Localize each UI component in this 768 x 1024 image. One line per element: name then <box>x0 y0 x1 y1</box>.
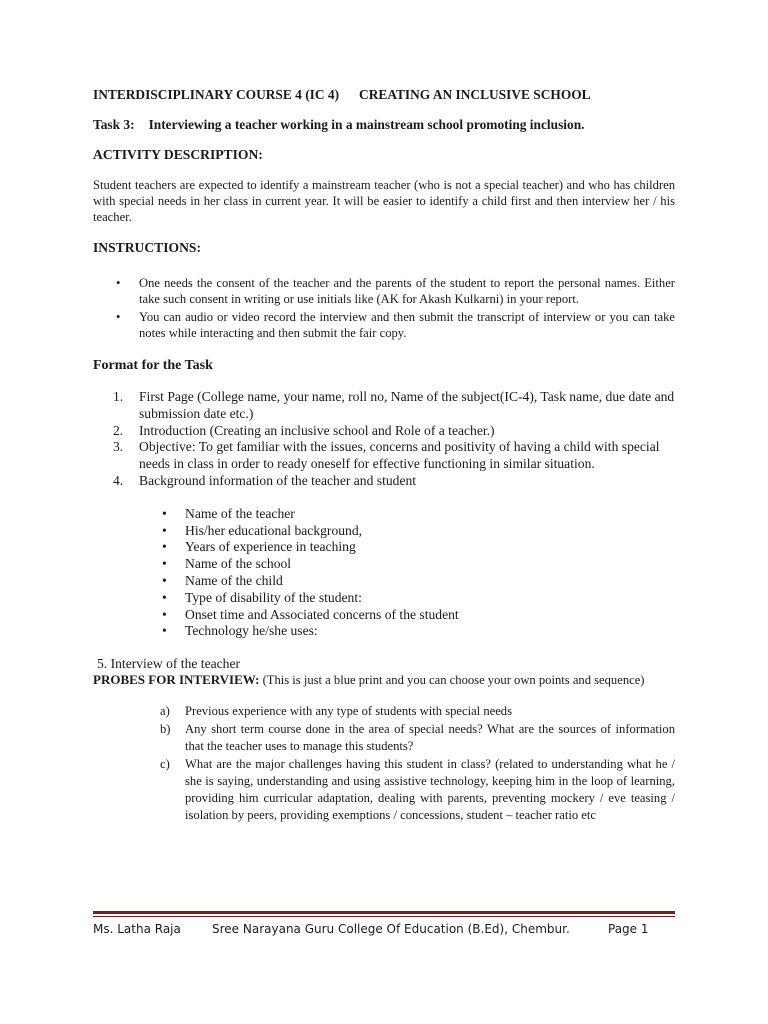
background-info-item: • Name of the school <box>185 556 675 573</box>
task-heading <box>93 116 675 133</box>
page-footer <box>93 920 675 938</box>
format-item <box>113 472 675 490</box>
probe-text: What are the major challenges having this student in class? (related to understanding what he / she is saying, understanding and using assistive technology, keeping him in the loop of learning, providing him curricular adaptation, dealing with parents, preventing mockery / eve teasing / isolation by peers, providing exemptions / concessions, student – teacher ratio etc <box>185 757 675 823</box>
probes-list <box>93 703 675 824</box>
document-page <box>93 86 675 825</box>
probe-letter: a) <box>160 704 170 719</box>
course-heading <box>93 86 675 103</box>
background-info-item: • Onset time and Associated concerns of the student <box>185 607 675 624</box>
probes-note: (This is just a blue print and you can choose your own points and sequence) <box>262 673 645 688</box>
format-item-text: Introduction (Creating an inclusive school and Role of a teacher.) <box>139 422 495 438</box>
probe-text: Any short term course done in the area of special needs? What are the sources of information that the teacher uses to manage this students? <box>185 722 675 754</box>
background-info-item: • Type of disability of the student: <box>185 590 675 607</box>
probe-letter: b) <box>160 722 171 737</box>
task-text: Interviewing a teacher working in a mainstream school promoting inclusion. <box>148 117 585 132</box>
probes-label: PROBES FOR INTERVIEW: <box>93 672 260 688</box>
instructions-heading: INSTRUCTIONS: <box>93 240 202 255</box>
footer-college: Sree Narayana Guru College Of Education (B.Ed), Chembur. <box>212 922 570 936</box>
probe-item <box>160 721 675 755</box>
format-heading: Format for the Task <box>93 358 213 373</box>
format-item <box>113 422 675 440</box>
background-info-list <box>93 506 675 640</box>
probe-letter: c) <box>160 757 170 772</box>
course-title: CREATING AN INCLUSIVE SCHOOL <box>359 87 591 102</box>
footer-page-number: Page 1 <box>608 922 649 936</box>
format-item <box>113 389 675 423</box>
footer-divider-thick <box>93 911 675 914</box>
background-info-item: • His/her educational background, <box>185 523 675 540</box>
probes-intro <box>93 672 675 688</box>
format-item-number: 2. <box>113 422 124 438</box>
format-item-number: 4. <box>113 472 124 488</box>
probe-item <box>160 756 675 824</box>
instructions-list <box>93 275 675 341</box>
format-item-text: First Page (College name, your name, roll no, Name of the subject(IC-4), Task name, due date and submission date etc.) <box>139 389 675 421</box>
interview-heading: 5. Interview of the teacher <box>97 656 241 672</box>
background-info-item: • Years of experience in teaching <box>185 539 675 556</box>
footer-divider-thin <box>93 916 675 917</box>
format-item-number: 3. <box>113 439 124 455</box>
instruction-item: • One needs the consent of the teacher and the parents of the student to report the personal names. Either take such consent in writing or use initials like (AK for Akash Kulkarni) in your report. <box>139 275 675 307</box>
instruction-item: • You can audio or video record the interview and then submit the transcript of interview or you can take notes while interacting and then submit the fair copy. <box>139 309 675 341</box>
format-item-number: 1. <box>113 389 124 404</box>
format-item <box>113 439 675 473</box>
task-label: Task 3: <box>93 117 135 132</box>
course-code: INTERDISCIPLINARY COURSE 4 (IC 4) <box>93 87 340 102</box>
probe-text: Previous experience with any type of students with special needs <box>185 704 513 719</box>
activity-description: Student teachers are expected to identify a mainstream teacher (who is not a special teacher) and who has children with special needs in her class in current year. It will be easier to identify a child first and then interview her / his teacher. <box>93 178 675 224</box>
probe-item <box>160 703 675 720</box>
background-info-item: • Technology he/she uses: <box>185 623 675 640</box>
activity-heading: ACTIVITY DESCRIPTION: <box>93 147 263 162</box>
format-item-text: Background information of the teacher and student <box>139 472 417 488</box>
format-item-text: Objective: To get familiar with the issues, concerns and positivity of having a child with special needs in class in order to ready oneself for effective functioning in similar situation. <box>139 439 660 472</box>
background-info-item: • Name of the teacher <box>185 506 675 523</box>
format-list <box>93 389 675 490</box>
background-info-item: • Name of the child <box>185 573 675 590</box>
footer-author: Ms. Latha Raja <box>93 922 181 936</box>
